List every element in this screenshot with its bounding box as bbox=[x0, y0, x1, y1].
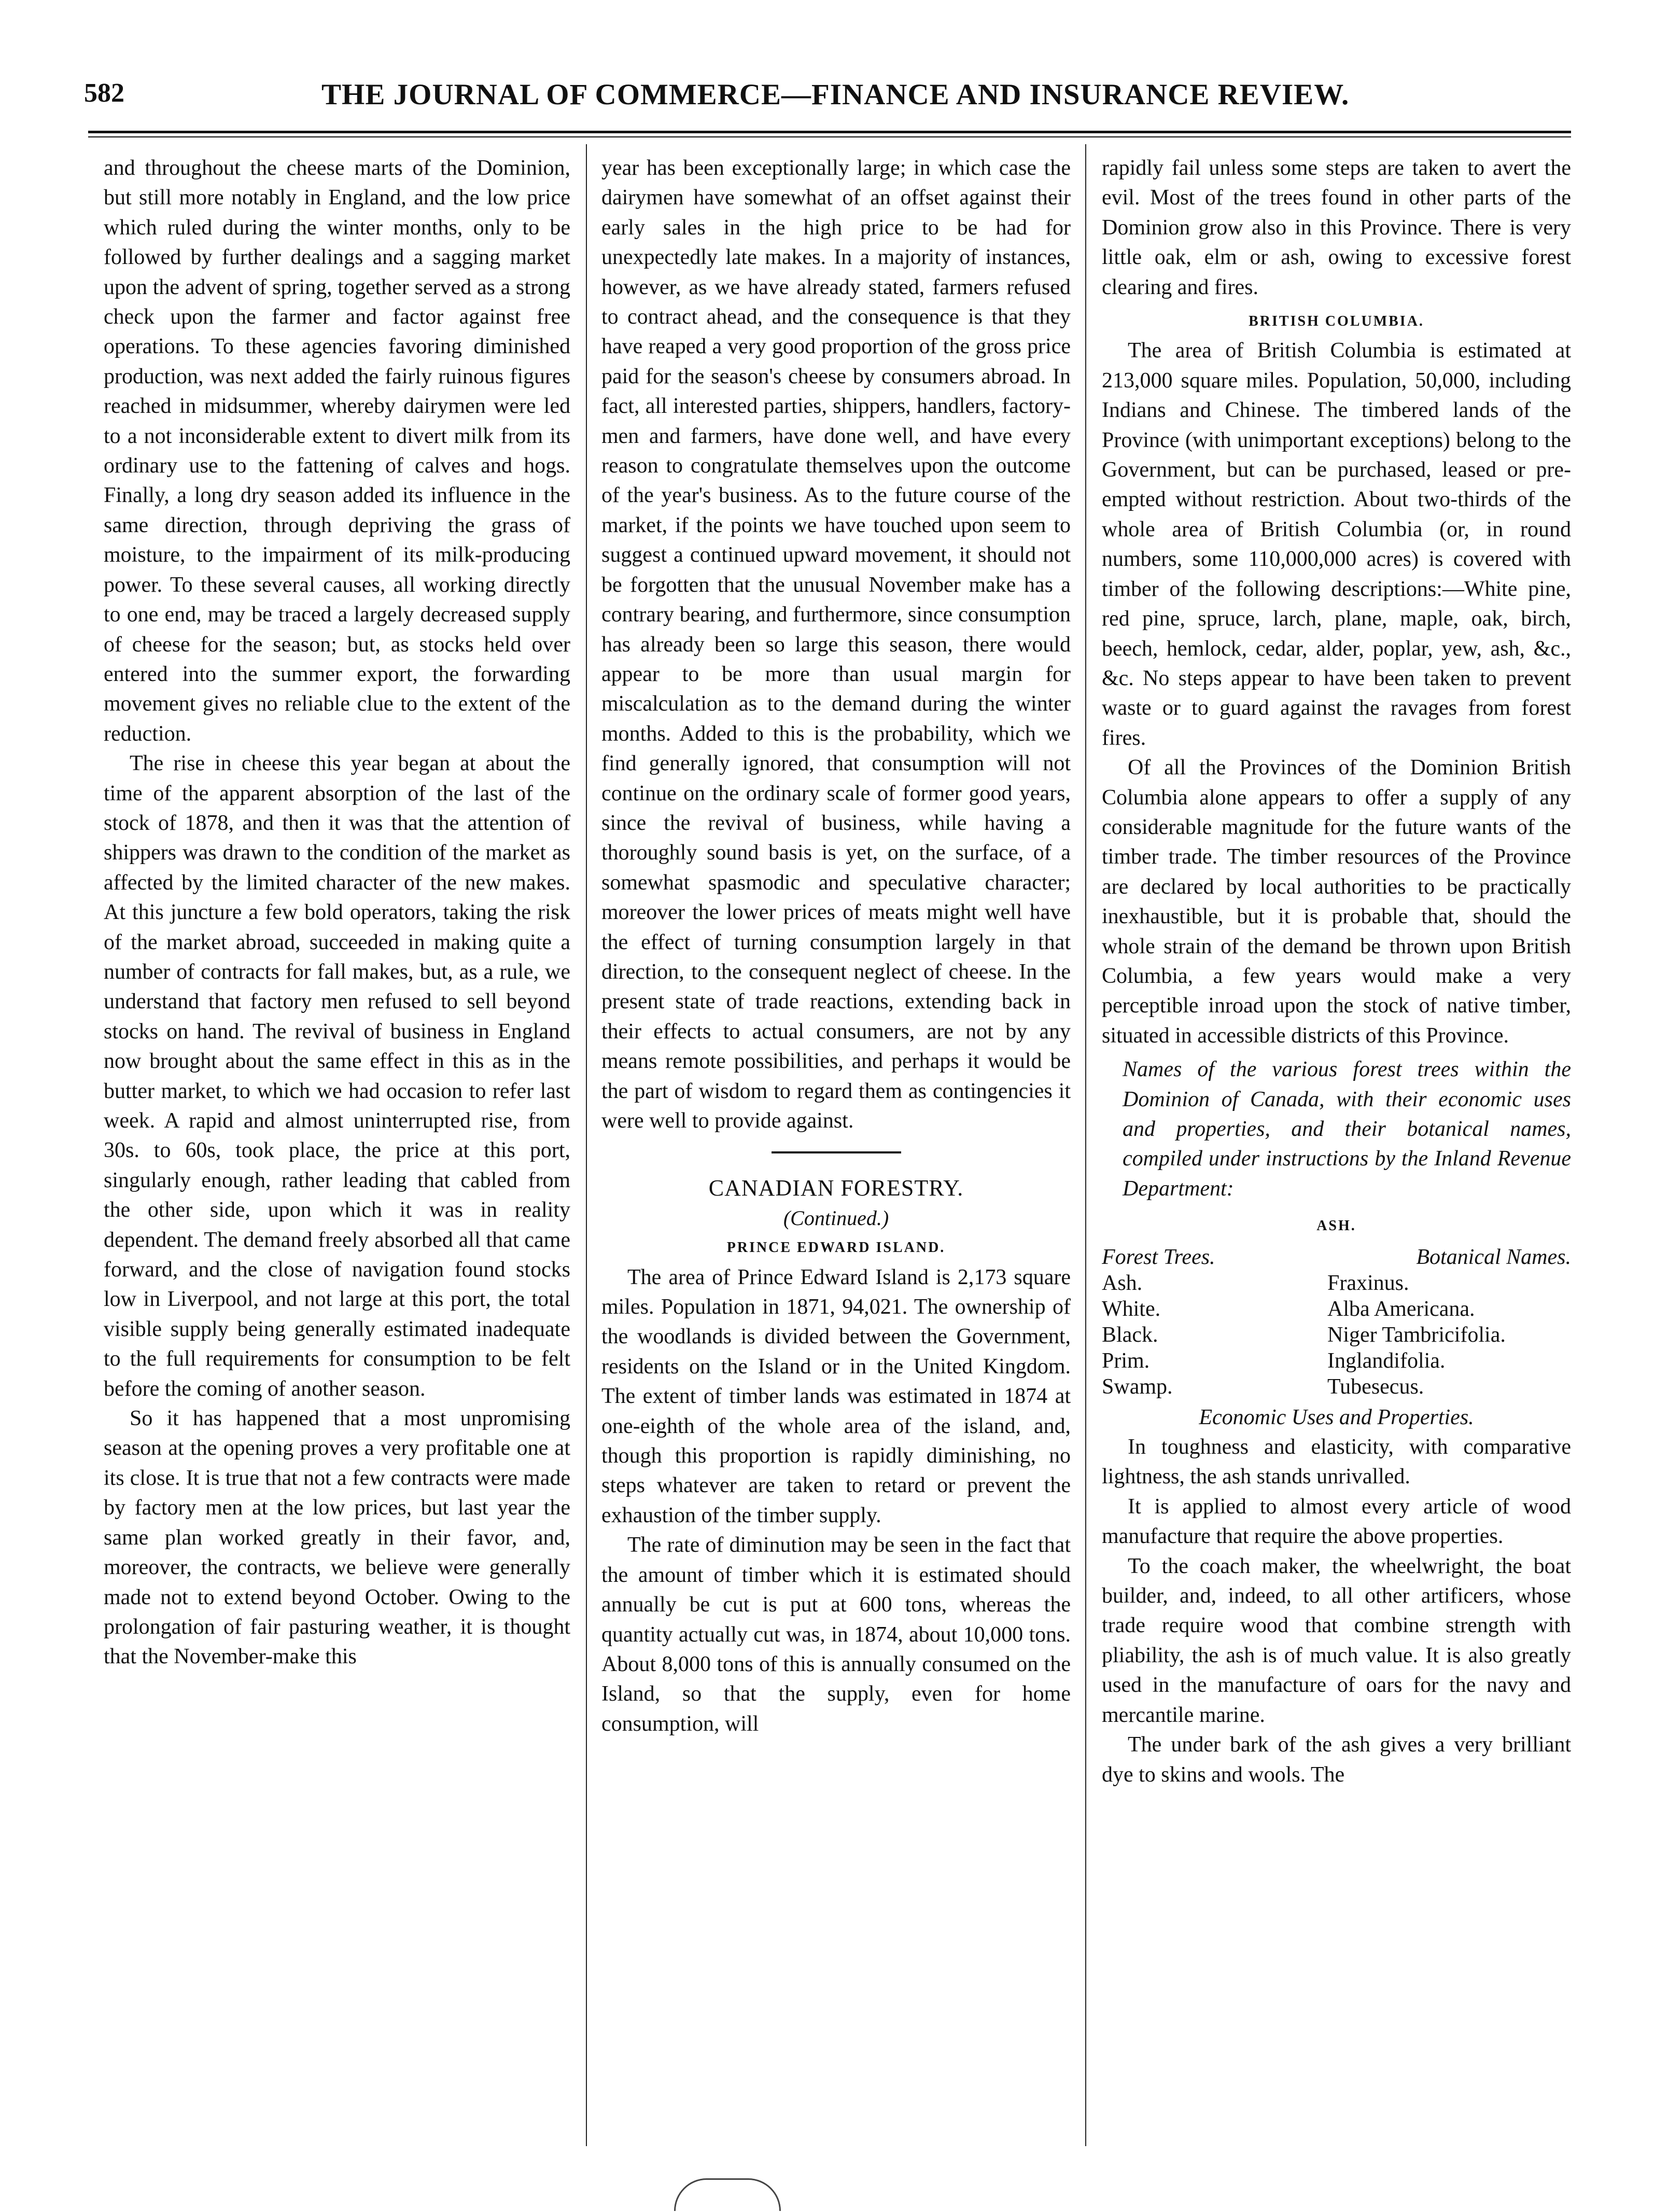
economic-heading: Economic Uses and Properties. bbox=[1199, 1405, 1474, 1429]
species-table bbox=[1102, 1244, 1571, 1400]
table-column-header: Botanical Names. bbox=[1416, 1245, 1571, 1269]
tree-name: Ash. bbox=[1102, 1271, 1143, 1295]
botanical-name: Alba Americana. bbox=[1327, 1297, 1475, 1321]
species-intro: Names of the various forest trees within the Dominion of Canada, with their economic uses and properties, and their botanical names, compiled under instructions by the Inland Revenue Department: bbox=[1123, 1058, 1571, 1201]
paragraph: It is applied to almost every article of wood manufacture that require the above properties. bbox=[1102, 1494, 1571, 1549]
column-divider bbox=[1085, 144, 1086, 2146]
continued-label: (Continued.) bbox=[783, 1206, 889, 1230]
table-row bbox=[1102, 1322, 1571, 1348]
paragraph: year has been exceptionally large; in which case the dairymen have somewhat of an offset against their early sales in the high price to be had for unexpectedly late makes. In a majority of instances, however, as we have already stated, farmers refused to contract ahead, and the consequence is that they have reaped a very good proportion of the gross price paid for the season's cheese by consumers abroad. In fact, all interested parties, shippers, handlers, factory-men and farmers, have done well, and have every reason to congratulate themselves upon the outcome of the year's business. As to the future course of the market, if the points we have touched upon seem to suggest a continued upward movement, it should not be forgotten that the unusual November make has a contrary bearing, and furthermore, since consumption has already been so large this season, there would appear to be more than usual margin for miscalculation as to the demand during the winter months. Added to this is the probability, which we find generally ignored, that consumption will not continue on the ordinary scale of former good years, since the revival of business, while having a thoroughly sound basis is yet, on the surface, of a somewhat spasmodic and speculative character; moreover the lower prices of meats might well have the effect of turning consumption largely in that direction, to the consequent neglect of cheese. In the present state of trade reactions, extending back in their effects to actual consumers, are not by any means remote possibilities, and perhaps it would be the part of wisdom to regard them as contingencies it were well to provide against. bbox=[601, 156, 1071, 1133]
botanical-name: Niger Tambricifolia. bbox=[1327, 1323, 1506, 1347]
paragraph: In toughness and elasticity, with comparative lightness, the ash stands unrivalled. bbox=[1102, 1435, 1571, 1489]
paragraph: The area of British Columbia is estimated at 213,000 square miles. Population, 50,000, including Indians and Chinese. The timbered lands of the Province (with unimportant exceptions) belong to the Government, but can be purchased, leased or pre-empted without restriction. About two-thirds of the whole area of British Columbia (or, in round numbers, some 110,000,000 acres) is covered with timber of the following descriptions:—White pine, red pine, spruce, larch, plane, maple, oak, birch, beech, hemlock, cedar, alder, poplar, yew, ash, &c., &c. No steps appear to have been taken to prevent waste or to guard against the ravages from forest fires. bbox=[1102, 339, 1571, 750]
paragraph: The area of Prince Edward Island is 2,173 square miles. Population in 1871, 94,021. The ownership of the woodlands is divided between the Government, residents on the Island or in the United Kingdom. The extent of timber lands was estimated in 1874 at one-eighth of the whole area of the island, and, though this proportion is rapidly diminishing, no steps whatever are taken to retard or prevent the exhaustion of the timber supply. bbox=[601, 1265, 1071, 1527]
paragraph: The rate of diminution may be seen in the fact that the amount of timber which it is estimated should annually be cut is put at 600 tons, whereas the quantity actually cut was, in 1874, about 10,000 tons. About 8,000 tons of this is annually consumed on the Island, so that the supply, even for home consumption, will bbox=[601, 1533, 1071, 1736]
botanical-name: Inglandifolia. bbox=[1327, 1348, 1446, 1373]
section-rule bbox=[772, 1151, 901, 1153]
page-number: 582 bbox=[84, 78, 124, 108]
tree-name: Swamp. bbox=[1102, 1374, 1173, 1399]
page-ornament bbox=[674, 2178, 781, 2211]
paragraph: The rise in cheese this year began at about the time of the apparent absorption of the last of the stock of 1878, and then it was that the attention of shippers was drawn to the condition of the market as affected by the limited character of the new makes. At this juncture a few bold operators, taking the risk of the market abroad, succeeded in making quite a number of contracts for fall makes, but, as a rule, we understand that factory men refused to sell beyond stocks on hand. The revival of business in England now brought about the same effect in this as in the butter market, to which we had occasion to refer last week. A rapid and almost uninterrupted rise, from 30s. to 60s, took place, the price at this port, singularly enough, rather leading that cabled from the other side, upon which it was in reality dependent. The demand freely absorbed all that came forward, and the close of navigation found stocks low in Liverpool, and not large at this port, the total visible supply being generally estimated inadequate to the full requirements for consumption to be felt before the coming of another season. bbox=[104, 752, 570, 1401]
tree-name: Prim. bbox=[1102, 1348, 1150, 1373]
table-column-header: Forest Trees. bbox=[1102, 1245, 1215, 1269]
header-rule-thin bbox=[88, 136, 1571, 137]
header-rule bbox=[88, 131, 1571, 133]
section-heading: CANADIAN FORESTRY. bbox=[708, 1175, 964, 1201]
column-1 bbox=[104, 154, 570, 2155]
table-row bbox=[1102, 1270, 1571, 1296]
tree-name: White. bbox=[1102, 1297, 1161, 1321]
tree-name: Black. bbox=[1102, 1323, 1158, 1347]
table-heading: ASH. bbox=[1316, 1218, 1356, 1234]
subheading: PRINCE EDWARD ISLAND. bbox=[726, 1240, 946, 1256]
paragraph: To the coach maker, the wheelwright, the boat builder, and, indeed, to all other artificers, whose trade require wood that combine strength with pliability, the ash is of much value. It is also greatly used in the manufacture of oars for the navy and mercantile marine. bbox=[1102, 1554, 1571, 1727]
paragraph: So it has happened that a most unpromising season at the opening proves a very profitable one at its close. It is true that not a few contracts were made by factory men at the low prices, but last year the same plan worked greatly in their favor, and, moreover, the contracts, we believe were generally made not to extend beyond October. Owing to the prolongation of fair pasturing weather, it is thought that the November-make this bbox=[104, 1407, 570, 1669]
column-2 bbox=[601, 154, 1071, 2155]
table-row bbox=[1102, 1296, 1571, 1322]
paragraph: rapidly fail unless some steps are taken to avert the evil. Most of the trees found in other parts of the Dominion grow also in this Province. There is very little oak, elm or ash, owing to excessive forest clearing and fires. bbox=[1102, 156, 1571, 299]
table-header-row bbox=[1102, 1244, 1571, 1270]
table-row bbox=[1102, 1374, 1571, 1400]
paragraph: Of all the Provinces of the Dominion British Columbia alone appears to offer a supply of any considerable magnitude for the future wants of the timber trade. The timber resources of the Province are declared by local authorities to be practically inexhaustible, but it is probable that, should the whole strain of the demand be thrown upon British Columbia, a few years would make a very perceptible inroad upon the stock of native timber, situated in accessible districts of this Province. bbox=[1102, 756, 1571, 1048]
paragraph: The under bark of the ash gives a very brilliant dye to skins and wools. The bbox=[1102, 1733, 1571, 1787]
column-divider bbox=[586, 144, 587, 2146]
subheading: BRITISH COLUMBIA. bbox=[1249, 313, 1424, 330]
paragraph: and throughout the cheese marts of the Dominion, but still more notably in England, and the low price which ruled during the winter months, only to be followed by further dealings and a sagging market upon the advent of spring, together served as a strong check upon the farmer and factor against free operations. To these agencies favoring diminished production, was next added the fairly ruinous figures reached in midsummer, whereby dairymen were led to a not inconsiderable extent to divert milk from its ordinary use to the fattening of calves and hogs. Finally, a long dry season added its influence in the same direction, through depriving the grass of moisture, to the impairment of its milk-producing power. To these several causes, all working directly to one end, may be traced a largely decreased supply of cheese for the season; but, as stocks held over entered into the summer export, the forwarding movement gives no reliable clue to the extent of the reduction. bbox=[104, 156, 570, 746]
table-row bbox=[1102, 1348, 1571, 1374]
journal-title: THE JOURNAL OF COMMERCE—FINANCE AND INSURANCE REVIEW. bbox=[321, 78, 1350, 111]
running-head bbox=[78, 78, 1576, 114]
column-3 bbox=[1102, 154, 1571, 2155]
botanical-name: Tubesecus. bbox=[1327, 1374, 1424, 1399]
botanical-name: Fraxinus. bbox=[1327, 1271, 1409, 1295]
